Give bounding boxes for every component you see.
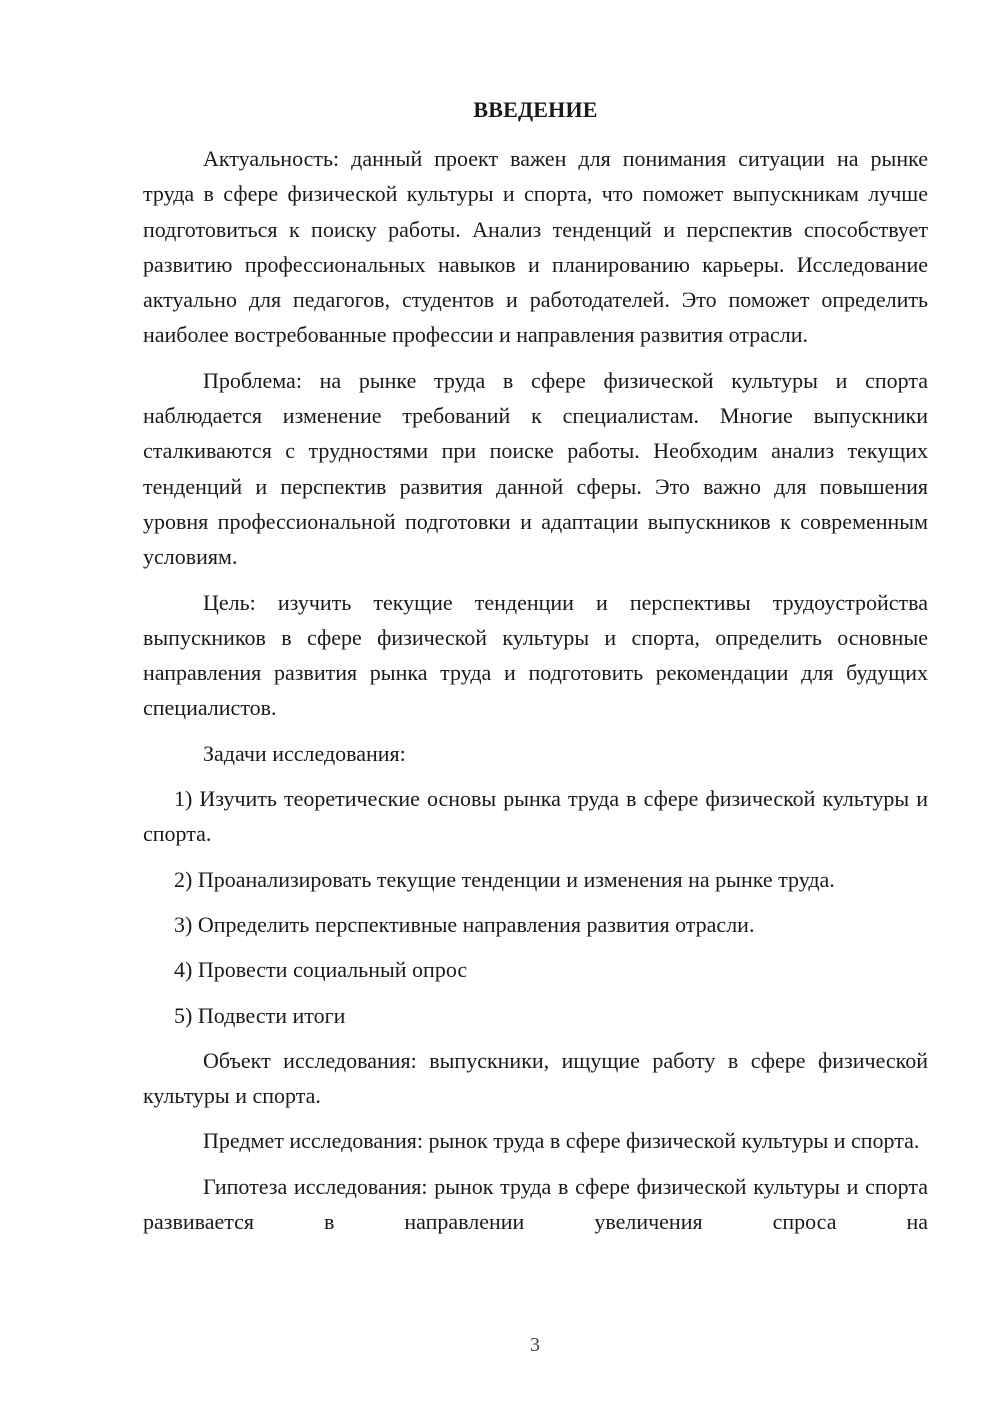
task-item: 4) Провести социальный опрос <box>174 957 468 983</box>
subject-paragraph: Предмет исследования: рынок труда в сфере физической культуры и спорта. <box>203 1128 920 1154</box>
object-paragraph: Объект исследования: выпускники, ищущие работу в сфере физической культуры и спорта. <box>143 1047 928 1109</box>
tasks-heading: Задачи исследования: <box>203 740 406 766</box>
task-item: 2) Проанализировать текущие тенденции и изменения на рынке труда. <box>174 866 835 892</box>
section-title: ВВЕДЕНИЕ <box>473 97 598 122</box>
tasks-list <box>143 781 928 1033</box>
hypothesis-paragraph: Гипотеза исследования: рынок труда в сфере физической культуры и спорта развивается в направлении увеличения спроса на <box>143 1173 928 1235</box>
goal-paragraph: Цель: изучить текущие тенденции и перспективы трудоустройства выпускников в сфере физической культуры и спорта, определить основные направления развития рынка труда и подготовить рекомендации для будущих специалистов. <box>143 589 928 721</box>
task-item: 5) Подвести итоги <box>174 1002 346 1028</box>
task-item: 3) Определить перспективные направления развития отрасли. <box>174 911 755 937</box>
task-item: 1) Изучить теоретические основы рынка труда в сфере физической культуры и спорта. <box>143 786 928 847</box>
page-number: 3 <box>530 1334 540 1356</box>
document-page <box>143 92 928 1249</box>
relevance-paragraph: Актуальность: данный проект важен для понимания ситуации на рынке труда в сфере физической культуры и спорта, что поможет выпускникам лучше подготовиться к поиску работы. Анализ тенденций и перспектив способствует развитию профессиональных навыков и планированию карьеры. Исследование актуально для педагогов, студентов и работодателей. Это поможет определить наиболее востребованные профессии и направления развития отрасли. <box>143 146 928 348</box>
problem-paragraph: Проблема: на рынке труда в сфере физической культуры и спорта наблюдается изменение требований к специалистам. Многие выпускники сталкиваются с трудностями при поиске работы. Необходим анализ текущих тенденций и перспектив развития данной сферы. Это важно для повышения уровня профессиональной подготовки и адаптации выпускников к современным условиям. <box>143 367 928 570</box>
